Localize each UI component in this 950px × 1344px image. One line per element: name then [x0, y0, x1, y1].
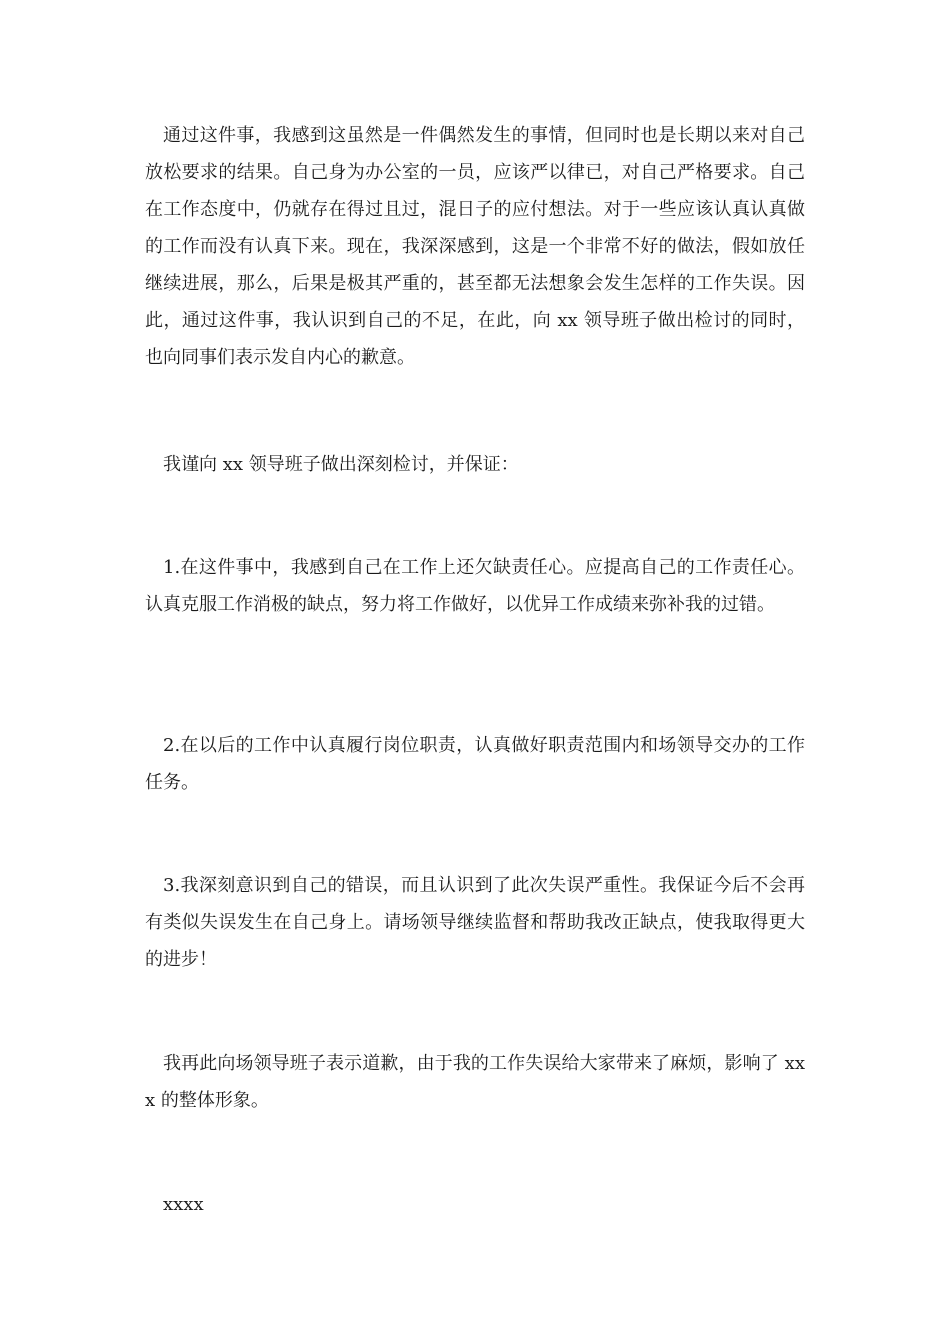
- paragraph-pledge-2: 2.在以后的工作中认真履行岗位职责，认真做好职责范围内和场领导交办的工作任务。: [145, 735, 805, 793]
- paragraph-pledge-intro: 我谨向 xx 领导班子做出深刻检讨，并保证：: [163, 454, 519, 475]
- paragraph-pledge-1: 1.在这件事中，我感到自己在工作上还欠缺责任心。应提高自己的工作责任心。认真克服工作消极的缺点，努力将工作做好，以优异工作成绩来弥补我的过错。: [145, 557, 805, 615]
- paragraph-pledge-3: 3.我深刻意识到自己的错误，而且认识到了此次失误严重性。我保证今后不会再有类似失误发生在自己身上。请场领导继续监督和帮助我改正缺点，使我取得更大的进步！: [145, 875, 805, 970]
- paragraph-apology: 我再此向场领导班子表示道歉，由于我的工作失误给大家带来了麻烦，影响了 xxx 的整体形象。: [145, 1053, 805, 1111]
- paragraph-reflection: 通过这件事，我感到这虽然是一件偶然发生的事情，但同时也是长期以来对自己放松要求的结果。自己身为办公室的一员，应该严以律已，对自己严格要求。自己在工作态度中，仍就存在得过且过，混日子的应付想法。对于一些应该认真认真做的工作而没有认真下来。现在，我深深感到，这是一个非常不好的做法，假如放任继续进展，那么，后果是极其严重的，甚至都无法想象会发生怎样的工作失误。因此，通过这件事，我认识到自己的不足，在此，向 xx 领导班子做出检讨的同时，也向同事们表示发自内心的歉意。: [145, 125, 805, 368]
- signature: xxxx: [163, 1194, 204, 1215]
